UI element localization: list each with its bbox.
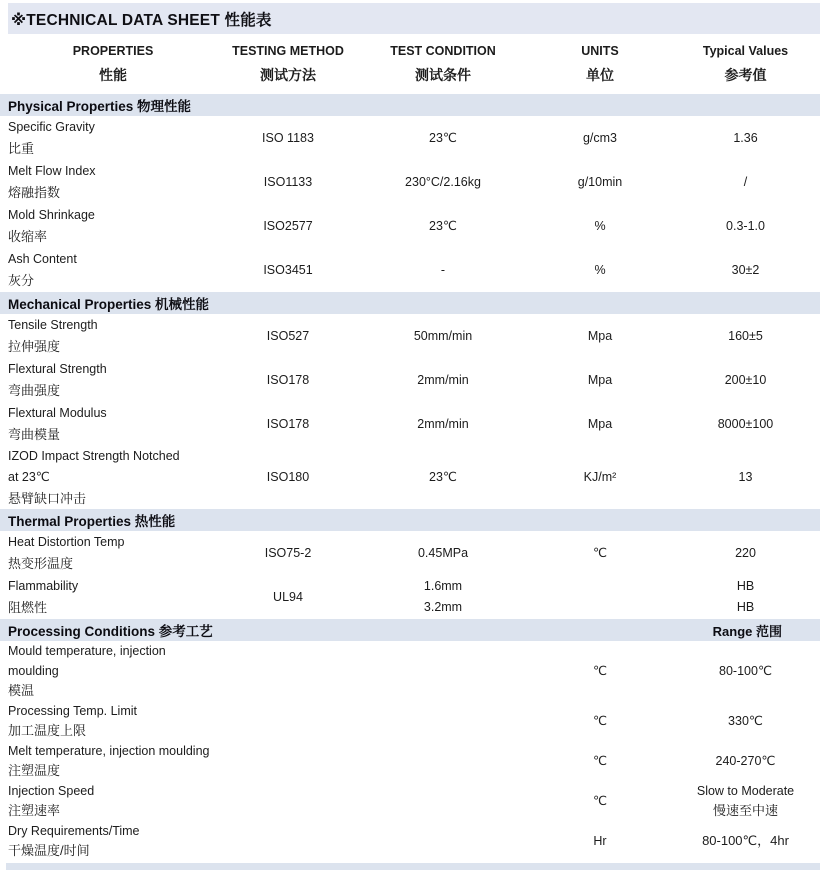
value-cell bbox=[672, 128, 819, 149]
text-line: 收缩率 bbox=[8, 229, 48, 244]
table-row bbox=[0, 641, 827, 701]
value-cell bbox=[672, 326, 819, 347]
text-line: 80-100℃ bbox=[719, 664, 772, 678]
col-header-units bbox=[528, 42, 672, 87]
table-row bbox=[0, 116, 827, 160]
text-line: 1.6mm bbox=[423, 579, 463, 593]
text-line: 330℃ bbox=[728, 714, 763, 728]
text-line: 干燥温度/时间 bbox=[8, 843, 90, 858]
table-row bbox=[0, 402, 827, 446]
text-line: Melt Flow Index bbox=[8, 164, 96, 178]
condition-cell bbox=[358, 216, 528, 237]
text-line: Specific Gravity bbox=[8, 120, 95, 134]
units-cell: ℃ bbox=[592, 545, 608, 560]
value-cell bbox=[672, 576, 819, 618]
range-label: Range 范围 bbox=[712, 623, 782, 639]
col-header-properties bbox=[8, 42, 218, 87]
condition-cell bbox=[358, 326, 528, 347]
property-cell bbox=[8, 781, 218, 821]
section-title: Thermal Properties 热性能 bbox=[8, 514, 176, 529]
table-row bbox=[0, 446, 827, 509]
col-header-zh: 性能 bbox=[99, 67, 127, 83]
text-line: 230°C/2.16kg bbox=[405, 174, 481, 189]
text-line: 8000±100 bbox=[717, 416, 774, 431]
property-cell bbox=[8, 641, 218, 701]
text-line: Melt temperature, injection moulding bbox=[8, 744, 210, 758]
text-line: 悬臂缺口冲击 bbox=[8, 491, 87, 506]
property-cell bbox=[8, 821, 218, 861]
property-cell bbox=[8, 403, 218, 445]
section-title: Processing Conditions 参考工艺 bbox=[8, 624, 213, 639]
text-line: Mold Shrinkage bbox=[8, 208, 95, 222]
text-line: 模温 bbox=[8, 683, 35, 698]
text-line: Processing Temp. Limit bbox=[8, 704, 137, 718]
text-line: 阻燃性 bbox=[8, 600, 48, 615]
text-line: 2mm/min bbox=[417, 416, 469, 431]
table-row bbox=[0, 821, 827, 861]
table-row bbox=[0, 358, 827, 402]
value-cell bbox=[672, 216, 819, 237]
text-line: 2mm/min bbox=[417, 372, 469, 387]
text-line: 50mm/min bbox=[413, 328, 473, 343]
text-line: / bbox=[743, 174, 748, 189]
value-cell bbox=[672, 260, 819, 281]
value-cell bbox=[672, 414, 819, 435]
text-line: 160±5 bbox=[728, 328, 763, 343]
section-header-thermal bbox=[0, 509, 820, 531]
property-cell bbox=[8, 359, 218, 401]
technical-data-sheet bbox=[0, 3, 827, 858]
section-header-mechanical bbox=[0, 292, 820, 314]
property-cell bbox=[8, 741, 218, 781]
text-line: 0.45MPa bbox=[417, 545, 469, 560]
text-line: 13 bbox=[738, 470, 753, 484]
units-cell: Mpa bbox=[587, 372, 613, 387]
text-line: 注塑速率 bbox=[8, 803, 61, 818]
col-header-zh: 测试方法 bbox=[260, 67, 316, 83]
method-cell: ISO 1183 bbox=[262, 130, 314, 145]
method-cell: ISO75-2 bbox=[264, 545, 312, 560]
col-header-en: TEST CONDITION bbox=[390, 44, 496, 58]
text-line: Dry Requirements/Time bbox=[8, 824, 140, 838]
table-row bbox=[0, 741, 827, 781]
text-line: 240-270℃ bbox=[715, 754, 776, 768]
table-row bbox=[0, 160, 827, 204]
text-line: 灰分 bbox=[8, 273, 35, 288]
table-row bbox=[0, 575, 827, 619]
text-line: 慢速至中速 bbox=[712, 803, 778, 818]
text-line: 拉伸强度 bbox=[8, 339, 61, 354]
property-cell bbox=[8, 315, 218, 357]
col-header-en: TESTING METHOD bbox=[232, 44, 344, 58]
text-line: 200±10 bbox=[724, 372, 767, 387]
units-cell: ℃ bbox=[592, 664, 608, 678]
table-row bbox=[0, 781, 827, 821]
property-cell bbox=[8, 701, 218, 741]
text-line: 加工温度上限 bbox=[8, 723, 87, 738]
text-line: 80-100℃，4hr bbox=[702, 833, 789, 848]
col-header-zh: 单位 bbox=[586, 67, 614, 83]
section-header-processing bbox=[0, 619, 820, 641]
text-line: 比重 bbox=[8, 141, 35, 156]
text-line: at 23℃ bbox=[8, 470, 50, 484]
condition-cell bbox=[358, 260, 528, 281]
text-line: - bbox=[440, 262, 446, 277]
text-line: HB bbox=[736, 600, 755, 614]
units-cell: Mpa bbox=[587, 328, 613, 343]
section-title: Mechanical Properties 机械性能 bbox=[8, 297, 210, 312]
text-line: Injection Speed bbox=[8, 784, 95, 798]
units-cell: ℃ bbox=[592, 754, 608, 768]
text-line: 23℃ bbox=[429, 130, 457, 145]
text-line: 30±2 bbox=[731, 262, 760, 277]
col-header-testing-method bbox=[218, 42, 358, 87]
col-header-typical-values bbox=[672, 42, 819, 87]
text-line: 注塑温度 bbox=[8, 763, 61, 778]
text-line: Tensile Strength bbox=[8, 318, 98, 332]
property-cell bbox=[8, 249, 218, 291]
col-header-zh: 测试条件 bbox=[415, 67, 471, 83]
table-row bbox=[0, 701, 827, 741]
units-cell: KJ/m² bbox=[583, 470, 617, 484]
property-cell bbox=[8, 161, 218, 203]
condition-cell bbox=[358, 128, 528, 149]
method-cell: ISO178 bbox=[266, 416, 310, 431]
sheet-title-bar bbox=[8, 3, 820, 34]
units-cell: Hr bbox=[593, 834, 607, 848]
condition-cell bbox=[358, 370, 528, 391]
text-line: Ash Content bbox=[8, 252, 77, 266]
text-line: 220 bbox=[735, 545, 756, 560]
table-row bbox=[0, 314, 827, 358]
text-line: Mould temperature, injection moulding bbox=[8, 644, 166, 678]
text-line: Heat Distortion Temp bbox=[8, 535, 125, 549]
method-cell: ISO180 bbox=[266, 470, 310, 484]
method-cell: ISO527 bbox=[266, 328, 310, 343]
value-cell bbox=[672, 711, 819, 731]
text-line: Flextural Strength bbox=[8, 362, 107, 376]
text-line: 3.2mm bbox=[423, 600, 463, 614]
method-cell: ISO1133 bbox=[263, 174, 313, 189]
table-body bbox=[0, 94, 827, 861]
col-header-test-condition bbox=[358, 42, 528, 87]
col-header-en: Typical Values bbox=[702, 44, 789, 58]
method-cell: ISO178 bbox=[266, 372, 310, 387]
col-header-en: PROPERTIES bbox=[72, 44, 154, 58]
units-cell: ℃ bbox=[592, 794, 608, 808]
units-cell: g/10min bbox=[577, 174, 623, 189]
table-row bbox=[0, 531, 827, 575]
condition-cell bbox=[358, 576, 528, 618]
value-cell bbox=[672, 781, 819, 821]
text-line: 弯曲强度 bbox=[8, 383, 61, 398]
text-line: 23℃ bbox=[429, 218, 457, 233]
text-line: 弯曲模量 bbox=[8, 427, 61, 442]
text-line: Flammability bbox=[8, 579, 79, 593]
text-line: 23℃ bbox=[429, 470, 457, 484]
property-cell bbox=[8, 117, 218, 159]
units-cell: % bbox=[594, 218, 606, 233]
condition-cell bbox=[358, 172, 528, 193]
text-line: HB bbox=[736, 579, 755, 593]
method-cell: UL94 bbox=[273, 589, 303, 604]
property-cell bbox=[8, 446, 218, 509]
condition-cell bbox=[358, 543, 528, 564]
property-cell bbox=[8, 205, 218, 247]
condition-cell bbox=[358, 414, 528, 435]
column-header-row bbox=[0, 34, 827, 94]
method-cell: ISO2577 bbox=[263, 218, 313, 233]
value-cell bbox=[672, 467, 819, 488]
text-line: IZOD Impact Strength Notched bbox=[8, 449, 180, 463]
units-cell: g/cm3 bbox=[582, 130, 618, 145]
text-line: 热变形温度 bbox=[8, 556, 74, 571]
table-row bbox=[0, 248, 827, 292]
value-cell bbox=[672, 661, 819, 681]
units-cell: % bbox=[594, 262, 606, 277]
units-cell: ℃ bbox=[592, 714, 608, 728]
text-line: 1.36 bbox=[733, 130, 758, 145]
property-cell bbox=[8, 576, 218, 618]
section-header-physical bbox=[0, 94, 820, 116]
sheet-title: ※TECHNICAL DATA SHEET 性能表 bbox=[11, 11, 272, 29]
property-cell bbox=[8, 532, 218, 574]
section-title: Physical Properties 物理性能 bbox=[8, 99, 192, 114]
value-cell bbox=[672, 751, 819, 771]
text-line: 0.3-1.0 bbox=[726, 218, 765, 233]
value-cell bbox=[672, 831, 819, 851]
bottom-section-strip bbox=[6, 863, 820, 870]
table-row bbox=[0, 204, 827, 248]
condition-cell bbox=[358, 467, 528, 488]
text-line: 熔融指数 bbox=[8, 185, 61, 200]
value-cell bbox=[672, 543, 819, 564]
text-line: Slow to Moderate bbox=[696, 784, 795, 798]
value-cell bbox=[672, 370, 819, 391]
col-header-en: UNITS bbox=[581, 44, 619, 58]
units-cell: Mpa bbox=[587, 416, 613, 431]
value-cell bbox=[672, 172, 819, 193]
text-line: Flextural Modulus bbox=[8, 406, 107, 420]
col-header-zh: 参考值 bbox=[724, 67, 767, 83]
method-cell: ISO3451 bbox=[263, 262, 313, 277]
